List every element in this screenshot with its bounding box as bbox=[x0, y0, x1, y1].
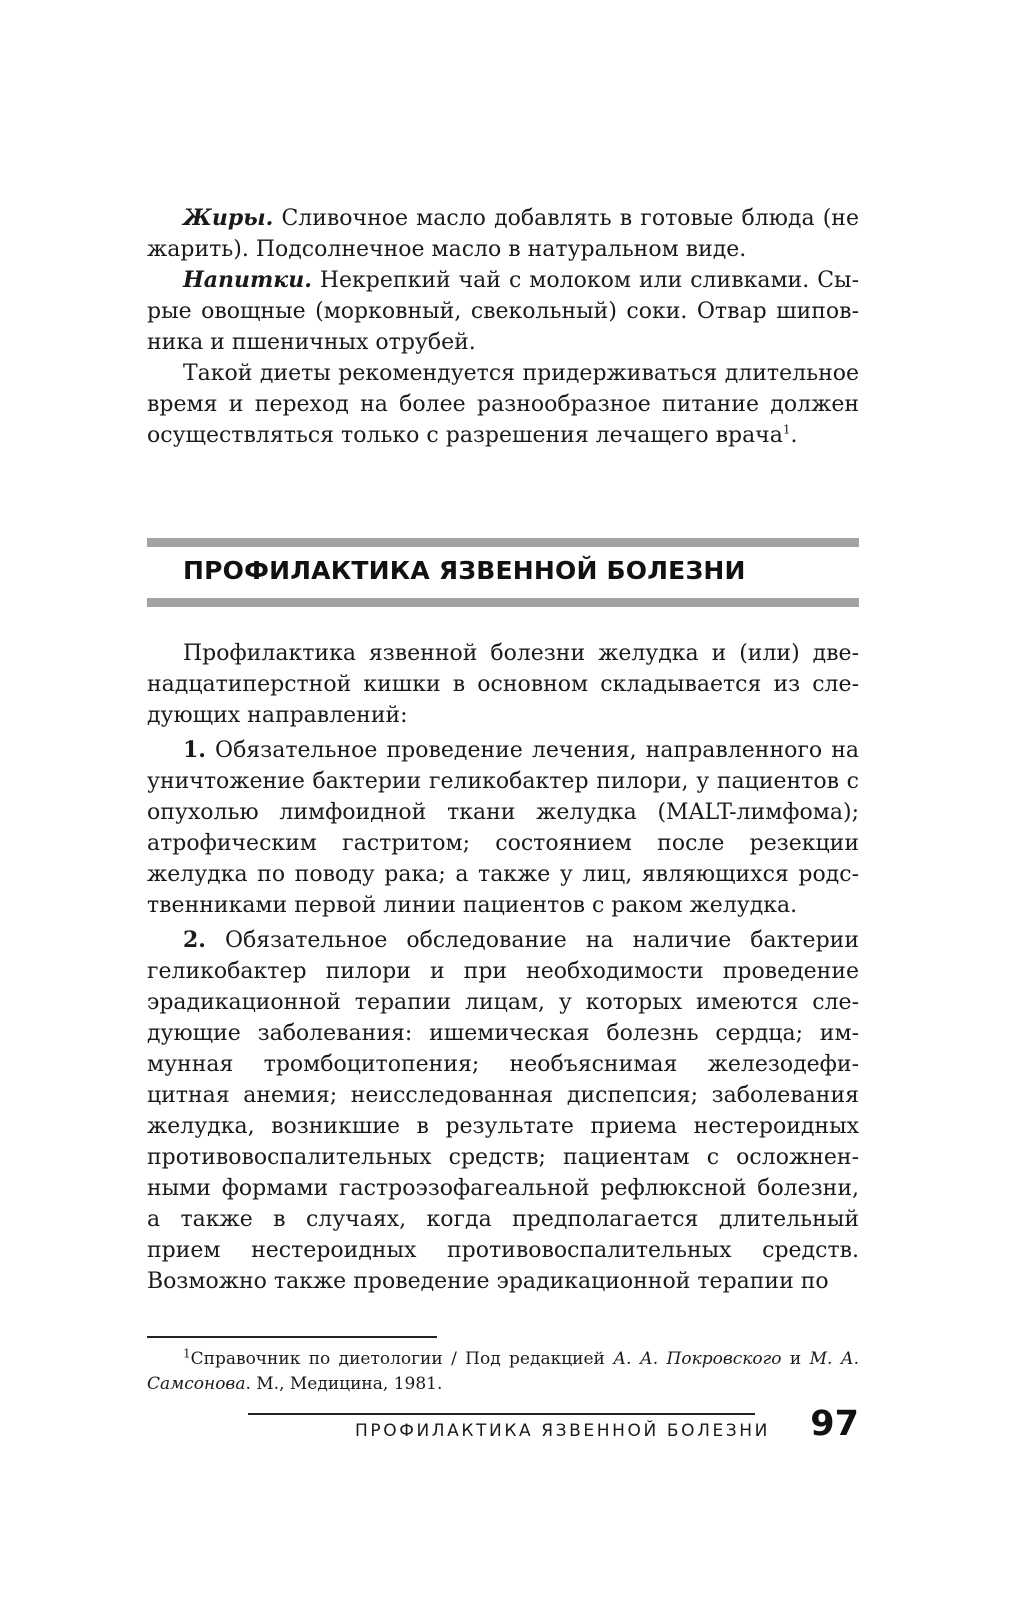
conclusion-text: Такой диеты рекомендуется придерживаться длительное время и переход на более разнообразное питание должен осуществляться только с разрешения лечащего врача bbox=[147, 361, 859, 448]
fats-paragraph bbox=[147, 203, 859, 265]
prophylaxis-text-block bbox=[147, 638, 859, 1297]
list-item-1-number: 1. bbox=[183, 737, 206, 763]
footnote-text-before: Справочник по диетологии / Под редакцией bbox=[190, 1349, 614, 1369]
intro-paragraph: Профилактика язвенной болезни желудка и (или) двенадцатиперстной кишки в основном складывается из следующих направлений: bbox=[147, 641, 859, 728]
list-item-2-text: Обязательное обследование на наличие бактерии геликобактер пилори и при необходимости проведение эрадикационной терапии лицам, у которых имеются следующие заболевания: ишемическая болезнь сердца; иммунная тромбоцитопения; необъяснимая железодефицитная анемия; неисследованная диспепсия; заболевания желудка, возникшие в результате приема нестероидных противовоспалительных средств; пациентам с осложненными формами гастроэзофагеальной рефлюксной болезни, а также в случаях, когда предполагается длительный прием нестероидных противовоспалительных средств. Возможно также проведение эрадикационной терапии по bbox=[147, 928, 859, 1294]
list-item-1-text: Обязательное проведение лечения, направленного на уничтожение бактерии геликобактер пилори, у пациентов с опухолью лимфоидной ткани желудка (MALT-лимфома); атрофическим гастритом; состоянием после резекции желудка по поводу рака; а также у лиц, являющихся родственниками первой линии пациентов с раком желудка. bbox=[147, 738, 859, 918]
book-page bbox=[147, 0, 859, 1600]
page-number: 97 bbox=[810, 1404, 859, 1444]
diet-text-block bbox=[147, 203, 859, 451]
conclusion-paragraph bbox=[147, 358, 859, 451]
footnote-editor-1: А. А. Покровского bbox=[613, 1349, 782, 1369]
footnote bbox=[147, 1347, 859, 1397]
heading-bottom-bar bbox=[147, 598, 859, 607]
conclusion-end: . bbox=[790, 423, 798, 448]
section-heading: ПРОФИЛАКТИКА ЯЗВЕННОЙ БОЛЕЗНИ bbox=[183, 556, 746, 585]
list-item-2-number: 2. bbox=[183, 927, 206, 953]
footnote-divider bbox=[147, 1336, 437, 1338]
footnote-text-middle: и bbox=[781, 1349, 810, 1369]
fats-label: Жиры. bbox=[183, 205, 274, 231]
footnote-marker: 1 bbox=[183, 1346, 191, 1361]
footnote-text-after: . М., Медицина, 1981. bbox=[245, 1374, 443, 1394]
list-item-1 bbox=[147, 735, 859, 921]
footnote-reference: 1 bbox=[782, 422, 791, 437]
footnote-editor-2: М. А. Самсонова bbox=[147, 1349, 860, 1394]
heading-top-bar bbox=[147, 538, 859, 547]
running-footer-title: ПРОФИЛАКТИКА ЯЗВЕННОЙ БОЛЕЗНИ bbox=[355, 1421, 771, 1441]
drinks-paragraph bbox=[147, 265, 859, 358]
fats-text: Сливочное масло добавлять в готовые блюда (не жарить). Подсолнечное масло в натуральном виде. bbox=[147, 206, 859, 262]
list-item-2 bbox=[147, 925, 859, 1297]
footer-rule bbox=[248, 1413, 755, 1415]
drinks-text: Некрепкий чай с молоком или сливками. Сырые овощные (морковный, свекольный) соки. Отвар шиповника и пшеничных отрубей. bbox=[147, 268, 859, 355]
drinks-label: Напитки. bbox=[183, 267, 312, 293]
